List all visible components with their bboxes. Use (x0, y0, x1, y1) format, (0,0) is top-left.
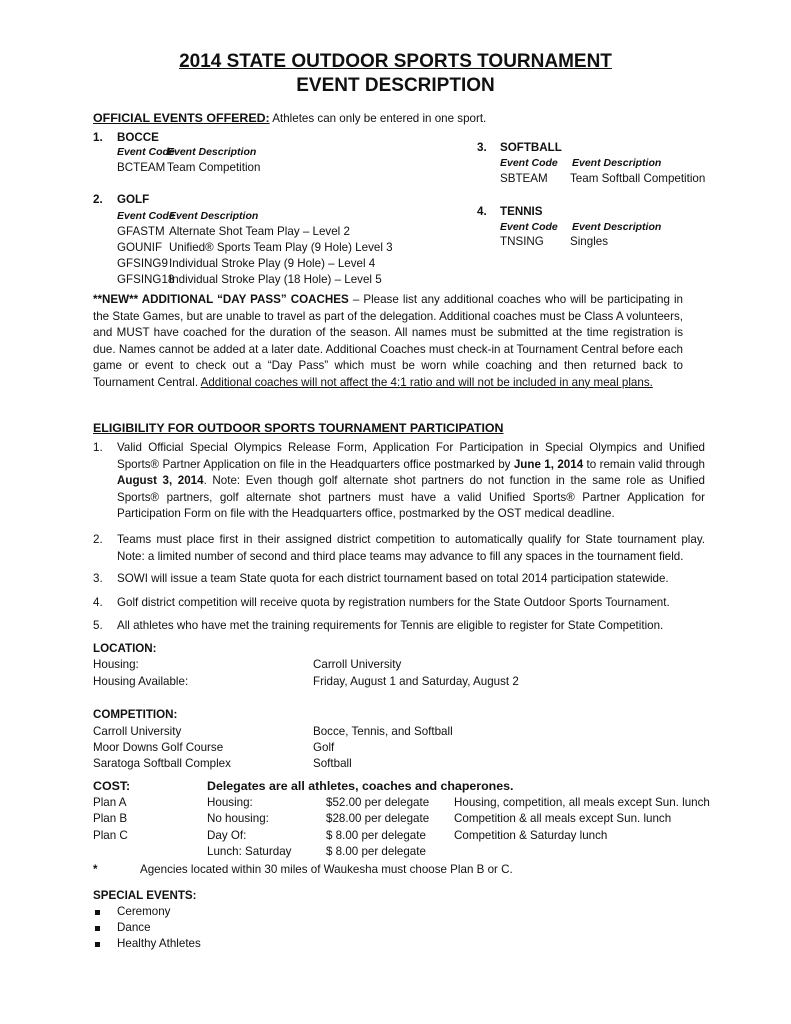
item-number: 3. (93, 572, 103, 585)
bullet-icon (95, 942, 100, 947)
location-value: Friday, August 1 and Saturday, August 2 (313, 675, 519, 688)
plan-price: $52.00 per delegate (326, 796, 430, 809)
plan-type: Lunch: Saturday (207, 845, 292, 858)
col-desc: Event Description (572, 221, 662, 233)
competition-heading: COMPETITION: (93, 708, 178, 721)
event-code: TNSING (500, 235, 544, 248)
sport-number: 2. (93, 193, 103, 206)
col-code: Event Code (500, 221, 558, 233)
eligibility-item (93, 532, 705, 565)
event-desc: Individual Stroke Play (18 Hole) – Level 5 (169, 273, 382, 286)
plan-includes: Competition & Saturday lunch (454, 829, 608, 842)
item-text: SOWI will issue a team State quota for each district tournament based on total 2014 participation statewide. (117, 572, 669, 585)
event-desc: Unified® Sports Team Play (9 Hole) Level 3 (169, 241, 393, 254)
valid-through-date: August 3, 2014 (117, 474, 204, 487)
sport-softball: SOFTBALL (500, 141, 562, 154)
events-heading-line (93, 110, 486, 127)
venue-sports: Bocce, Tennis, and Softball (313, 725, 453, 738)
event-code: GOUNIF (117, 241, 163, 254)
eligibility-item (93, 571, 705, 588)
item-number: 4. (93, 596, 103, 609)
cost-subheading: Delegates are all athletes, coaches and chaperones. (207, 779, 514, 793)
special-events-heading: SPECIAL EVENTS: (93, 889, 197, 902)
events-note: Athletes can only be entered in one sport. (272, 112, 487, 125)
plan-type: Housing: (207, 796, 253, 809)
plan-price: $ 8.00 per delegate (326, 845, 426, 858)
item-number: 2. (93, 533, 103, 546)
day-pass-coaches-paragraph (93, 292, 683, 391)
venue-name: Carroll University (93, 725, 182, 738)
item-text: Teams must place first in their assigned district competition to automatically qualify for State tournament play. Note: a limited number of second and third place teams may advance to fill any spaces in the tournament field. (117, 533, 705, 563)
item-number: 5. (93, 619, 103, 632)
location-value: Carroll University (313, 658, 402, 671)
sport-tennis: TENNIS (500, 205, 543, 218)
plan-type: No housing: (207, 812, 269, 825)
plan-includes: Housing, competition, all meals except Sun. lunch (454, 796, 710, 809)
coaches-underlined: Additional coaches will not affect the 4:1 ratio and will not be included in any meal plans. (200, 375, 653, 389)
event-desc: Alternate Shot Team Play – Level 2 (169, 225, 350, 238)
item-text: All athletes who have met the training requirements for Tennis are eligible to register for State Competition. (117, 619, 664, 632)
location-label: Housing: (93, 658, 139, 671)
event-desc: Singles (570, 235, 609, 248)
location-heading: LOCATION: (93, 642, 157, 655)
bullet-icon (95, 910, 100, 915)
page-title: 2014 STATE OUTDOOR SPORTS TOURNAMENT (179, 51, 612, 72)
events-heading: OFFICIAL EVENTS OFFERED: (93, 111, 270, 125)
eligibility-item (93, 618, 705, 635)
plan-name: Plan A (93, 796, 127, 809)
col-code: Event Code (500, 157, 558, 169)
bullet-icon (95, 926, 100, 931)
item-text: . Note: Even though golf alternate shot partners do not function in the same role as Unified Sports® partners, golf alternate shot partners must have a valid Unified Sports® Partner Application for Participation Form on file with the Headquarters office, postmarked by the OST medical deadline. (117, 474, 705, 520)
event-desc: Individual Stroke Play (9 Hole) – Level 4 (169, 257, 376, 270)
special-event-item: Ceremony (117, 905, 171, 918)
venue-name: Moor Downs Golf Course (93, 741, 224, 754)
location-label: Housing Available: (93, 675, 189, 688)
event-desc: Team Competition (167, 161, 261, 174)
item-text: Golf district competition will receive quota by registration numbers for the State Outdoor Sports Tournament. (117, 596, 670, 609)
event-code: GFASTM (117, 225, 165, 238)
sport-golf: GOLF (117, 193, 150, 206)
cost-heading: COST: (93, 779, 131, 793)
venue-sports: Softball (313, 757, 352, 770)
event-code: SBTEAM (500, 172, 548, 185)
sport-bocce: BOCCE (117, 131, 159, 144)
sport-number: 3. (477, 141, 487, 154)
plan-price: $ 8.00 per delegate (326, 829, 426, 842)
plan-name: Plan C (93, 829, 128, 842)
col-desc: Event Description (167, 146, 257, 158)
event-code: GFSING9 (117, 257, 168, 270)
special-event-item: Healthy Athletes (117, 937, 201, 950)
plan-type: Day Of: (207, 829, 247, 842)
event-code: BCTEAM (117, 161, 166, 174)
coaches-lead: **NEW** ADDITIONAL “DAY PASS” COACHES (93, 293, 349, 306)
item-text: Valid Official Special Olympics Release Form, Application For Participation in Special Olympics and Unified Sports® Partner Application on file in the Headquarters office postmarked by (117, 441, 705, 471)
plan-includes: Competition & all meals except Sun. lunch (454, 812, 672, 825)
deadline-date: June 1, 2014 (513, 457, 584, 471)
col-code: Event Code (117, 146, 175, 158)
venue-sports: Golf (313, 741, 335, 754)
note-asterisk: * (93, 863, 98, 876)
sport-number: 4. (477, 205, 487, 218)
event-desc: Team Softball Competition (570, 172, 706, 185)
item-number: 1. (93, 441, 103, 454)
col-code: Event Code (117, 210, 175, 222)
plan-price: $28.00 per delegate (326, 812, 430, 825)
col-desc: Event Description (572, 157, 662, 169)
special-event-item: Dance (117, 921, 151, 934)
eligibility-item (93, 595, 705, 612)
sport-number: 1. (93, 131, 103, 144)
cost-note: Agencies located within 30 miles of Waukesha must choose Plan B or C. (140, 863, 513, 876)
page-subtitle: EVENT DESCRIPTION (296, 75, 495, 96)
venue-name: Saratoga Softball Complex (93, 757, 231, 770)
plan-name: Plan B (93, 812, 128, 825)
eligibility-item (93, 440, 705, 523)
col-desc: Event Description (169, 210, 259, 222)
event-code: GFSING18 (117, 273, 175, 286)
item-text: to remain valid through (583, 457, 705, 471)
coaches-body: – Please list any additional coaches who will be participating in the State Games, but are unable to travel as part of the delegation. Additional coaches must be Class A volunteers, and MUST have coached for the duration of the season. All names must be submitted at the time registration is due. Names cannot be added at a later date. Additional Coaches must check-in at Tournament Central before each game or event to check out a “Day Pass” which must be worn while coaching and then returned back to Tournament Central. (93, 293, 684, 389)
eligibility-heading: ELIGIBILITY FOR OUTDOOR SPORTS TOURNAMENT PARTICIPATION (93, 421, 504, 435)
